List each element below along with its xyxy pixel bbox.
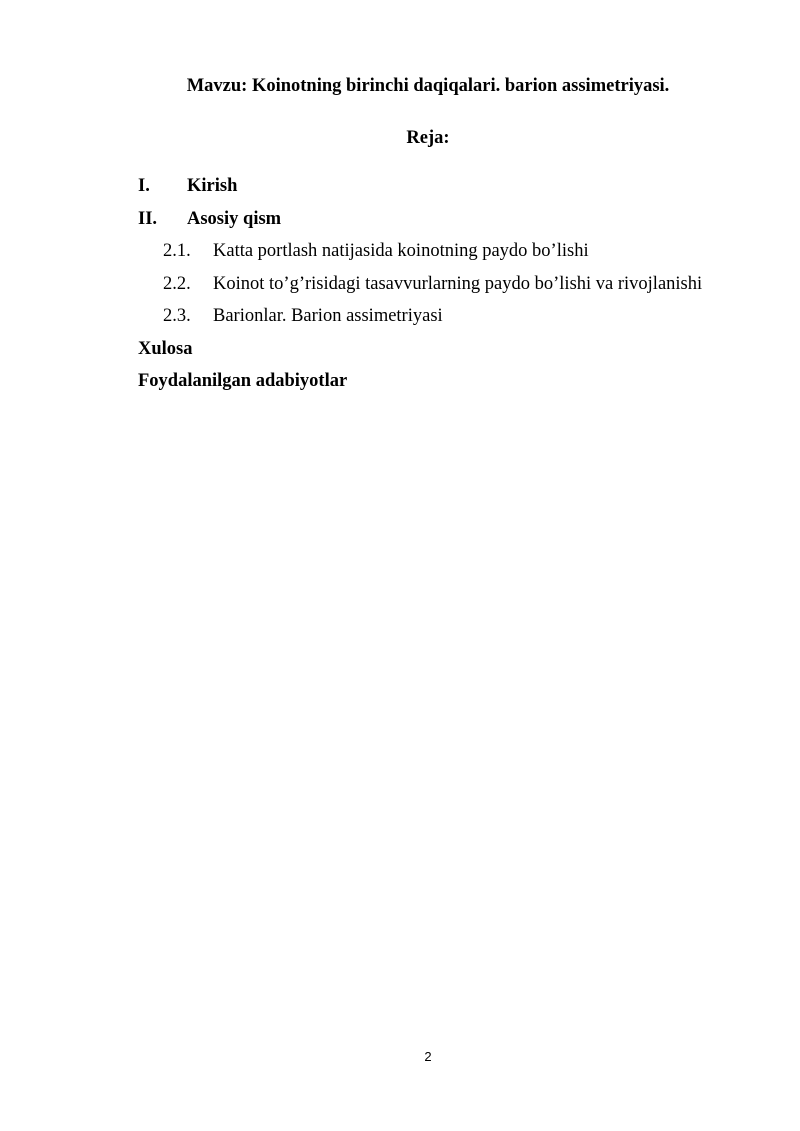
document-title: Mavzu: Koinotning birinchi daqiqalari. barion assimetriyasi. xyxy=(186,76,670,96)
subsection-number: 2.1. xyxy=(163,241,191,261)
references-heading: Foydalanilgan adabiyotlar xyxy=(138,371,348,391)
subsection-number: 2.3. xyxy=(163,306,191,326)
subsection-label: Barionlar. Barion assimetriyasi xyxy=(213,306,443,326)
conclusion-heading: Xulosa xyxy=(138,339,193,359)
section-number: I. xyxy=(138,176,150,196)
subsection-label: Katta portlash natijasida koinotning paydo bo’lishi xyxy=(213,241,589,261)
plan-heading: Reja: xyxy=(406,128,450,148)
section-number: II. xyxy=(138,209,158,229)
subsection-number: 2.2. xyxy=(163,274,191,294)
section-label-asosiy-qism: Asosiy qism xyxy=(187,209,282,229)
subsection-label: Koinot to’g’risidagi tasavvurlarning paydo bo’lishi va rivojlanishi xyxy=(213,274,703,294)
page-number: 2 xyxy=(424,1049,432,1064)
section-label-kirish: Kirish xyxy=(187,176,238,196)
